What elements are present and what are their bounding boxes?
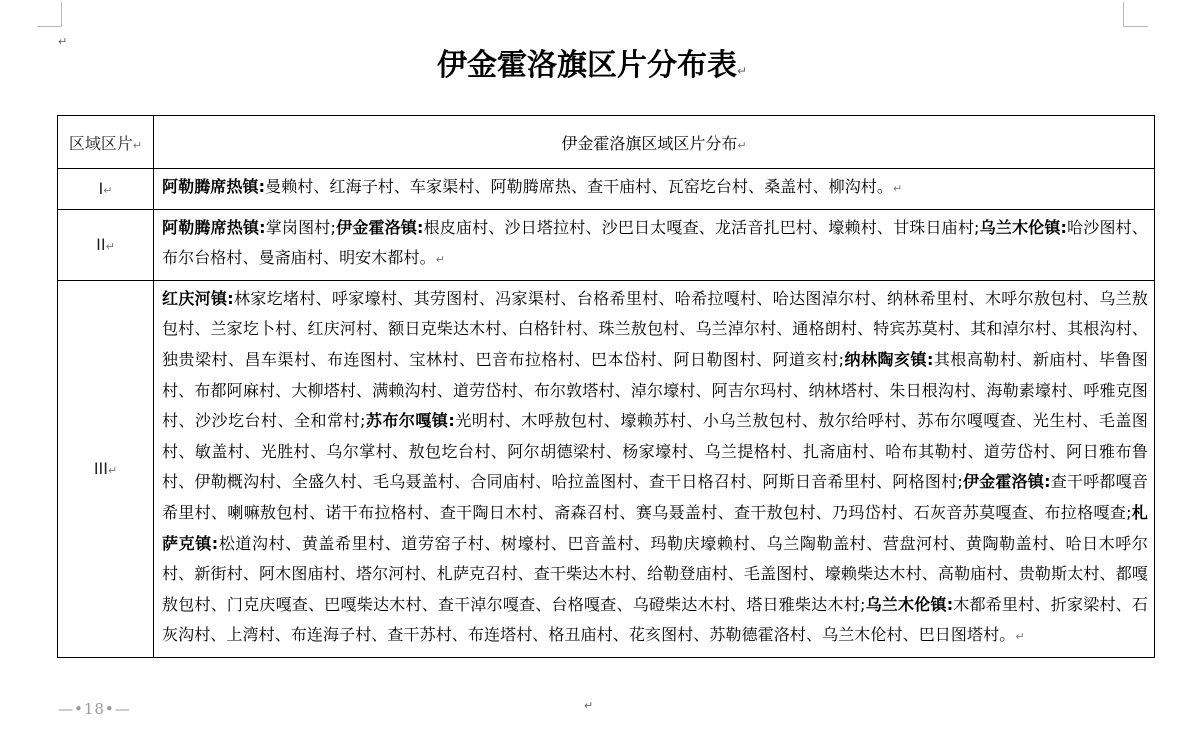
villages-cell xyxy=(154,169,1155,210)
town-name: 阿勒腾席热镇: xyxy=(162,217,266,237)
page-number: —•18•— xyxy=(58,700,131,718)
zone-label: II xyxy=(96,235,106,255)
cell-mark-icon: ↵ xyxy=(132,138,143,152)
header-zone-label: 区域区片 xyxy=(68,133,133,153)
town-name: 札萨克镇: xyxy=(162,502,1148,553)
crop-mark-top-left xyxy=(37,2,62,27)
village-list: 松道沟村、黄盖希里村、道劳窑子村、树壕村、巴音盖村、玛勒庆壕赖村、乌兰陶勒盖村、营盘河村、黄陶勒盖村、哈日木呼尔村、新街村、阿木图庙村、塔尔河村、札萨克召村、查干柴达木村、给勒登庙村、毛盖图村、壕赖柴达木村、高勒庙村、贵勒斯太村、都嘎敖包村、门克庆嘎查、巴嘎柴达木村、查干淖尔嘎查、台格嘎查、乌磴柴达木村、塔日雅柴达木村; xyxy=(162,533,1148,614)
village-list: 掌岗图村; xyxy=(265,217,336,237)
village-list: 根皮庙村、沙日塔拉村、沙巴日太嘎查、龙活音扎巴村、壕赖村、甘珠日庙村; xyxy=(423,217,980,237)
cell-mark-icon: ↵ xyxy=(1015,630,1025,644)
table-row xyxy=(58,280,1155,657)
cell-mark-icon: ↵ xyxy=(103,184,113,198)
village-list: 查干呼都嘎音希里村、喇嘛敖包村、诺干布拉格村、查干陶日木村、斋森召村、赛乌聂盖村、查干敖包村、乃玛岱村、石灰音苏莫嘎查、布拉格嘎查; xyxy=(162,472,1148,522)
cell-mark-icon: ↵ xyxy=(893,182,903,195)
zone-label: III xyxy=(93,459,108,479)
village-list: 其根高勒村、新庙村、毕鲁图村、布都阿麻村、大柳塔村、满赖沟村、道劳岱村、布尔敦塔村、淖尔壕村、阿吉尔玛村、纳林塔村、朱日根沟村、海勒素壕村、呼雅克图村、沙沙圪台村、全和常村; xyxy=(162,349,1149,431)
village-list: 哈沙图村、布尔台格村、曼斋庙村、明安木都村。 xyxy=(162,217,1148,268)
header-distribution-label: 伊金霍洛旗区域区片分布 xyxy=(561,133,738,153)
village-list: 林家圪堵村、呼家壕村、其劳图村、冯家渠村、台格希里村、哈希拉嘎村、哈达图淖尔村、纳林希里村、木呼尔敖包村、乌兰敖包村、兰家圪卜村、红庆河村、额日克柴达木村、白格针村、珠兰敖包村、乌兰淖尔村、通格朗村、特宾苏莫村、其和淖尔村、其根沟村、独贵梁村、昌车渠村、布连图村、宝林村、巴音布拉格村、巴本岱村、阿日勒图村、阿道亥村; xyxy=(162,288,1148,369)
table-row xyxy=(58,209,1155,280)
paragraph-mark-icon: ↵ xyxy=(58,35,68,48)
town-name: 红庆河镇: xyxy=(162,288,234,308)
villages-cell xyxy=(154,280,1155,657)
title-text: 伊金霍洛旗区片分布表 xyxy=(436,48,737,83)
town-name: 伊金霍洛镇: xyxy=(335,217,424,237)
villages-cell xyxy=(154,209,1155,280)
cell-mark-icon: ↵ xyxy=(105,240,115,254)
paragraph-mark-icon: ↵ xyxy=(736,64,748,78)
zone-cell xyxy=(58,209,154,280)
town-name: 伊金霍洛镇: xyxy=(962,472,1051,492)
header-cell-zone xyxy=(58,116,154,169)
header-cell-distribution xyxy=(154,116,1155,169)
town-name: 苏布尔嘎镇: xyxy=(365,411,455,431)
village-list: 木都希里村、折家梁村、石灰沟村、上湾村、布连海子村、查干苏村、布连塔村、格丑庙村、花亥图村、苏勒德霍洛村、乌兰木伦村、巴日图塔村。 xyxy=(162,594,1149,645)
page-title xyxy=(0,44,1184,93)
village-list: 曼赖村、红海子村、车家渠村、阿勒腾席热、查干庙村、瓦窑圪台村、桑盖村、柳沟村。 xyxy=(265,177,894,196)
paragraph-mark-icon: ↵ xyxy=(584,699,594,712)
distribution-table xyxy=(57,115,1155,658)
table-row xyxy=(58,169,1155,210)
zone-label: I xyxy=(98,179,104,199)
table-header-row xyxy=(58,116,1155,169)
zone-cell xyxy=(58,280,154,657)
cell-mark-icon: ↵ xyxy=(435,253,446,267)
town-name: 纳林陶亥镇: xyxy=(844,349,934,369)
cell-mark-icon: ↵ xyxy=(107,464,118,478)
town-name: 乌兰木伦镇: xyxy=(865,594,954,614)
zone-cell xyxy=(58,169,154,210)
crop-mark-top-right xyxy=(1123,2,1148,27)
town-name: 乌兰木伦镇: xyxy=(979,217,1068,237)
village-list: 光明村、木呼敖包村、壕赖苏村、小乌兰敖包村、敖尔给呼村、苏布尔嘎嘎查、光生村、毛盖图村、敏盖村、光胜村、乌尔掌村、敖包圪台村、阿尔胡德梁村、杨家壕村、乌兰提格村、扎斋庙村、哈布其勒村、道劳岱村、阿日雅布鲁村、伊勒概沟村、全盛久村、毛乌聂盖村、合同庙村、哈拉盖图村、查干日格召村、阿斯日音希里村、阿格图村; xyxy=(162,411,1149,492)
cell-mark-icon: ↵ xyxy=(737,138,747,152)
town-name: 阿勒腾席热镇: xyxy=(162,177,266,196)
